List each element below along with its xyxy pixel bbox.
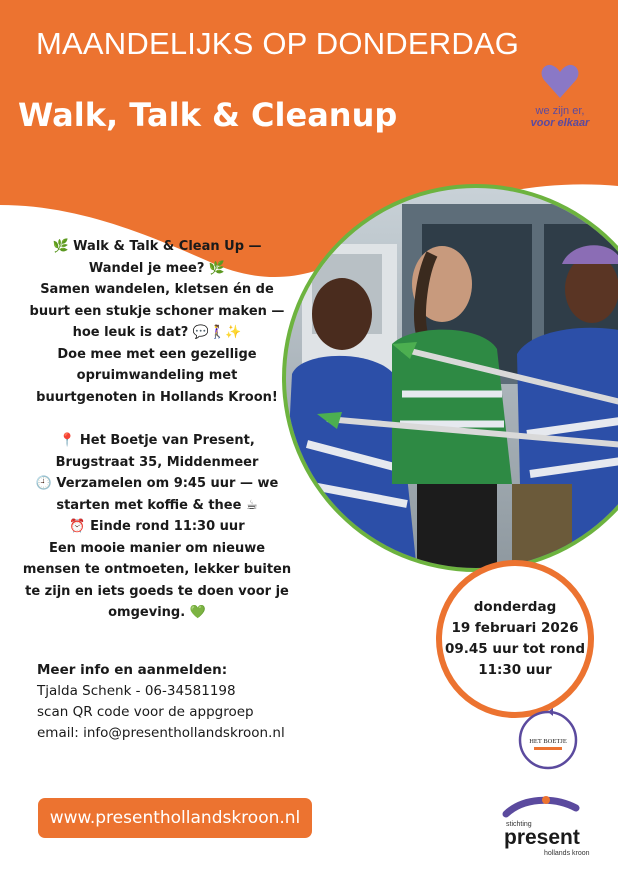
header-title: MAANDELIJKS OP DONDERDAG [36, 26, 520, 61]
description-line: hoe leuk is dat? 💬🚶‍♀️✨ [72, 325, 242, 340]
present-logo-small: stichting [506, 821, 532, 828]
contact-email: email: info@presenthollandskroon.nl [37, 725, 285, 741]
location-line: 📍 Het Boetje van Present, [59, 433, 255, 448]
description-line: mensen te ontmoeten, lekker buiten [22, 562, 292, 577]
contact-info [37, 660, 285, 744]
end-time-line: ⏰ Einde rond 11:30 uur [69, 519, 245, 534]
description-line: 🌿 Walk & Talk & Clean Up — [52, 239, 262, 254]
present-logo-sub: hollands kroon [544, 850, 590, 857]
boetje-logo [516, 708, 580, 772]
description-line: Samen wandelen, kletsen én de [40, 282, 274, 297]
description-line: opruimwandeling met [76, 368, 238, 383]
contact-phone: Tjalda Schenk - 06-34581198 [37, 683, 236, 699]
description-line: Wandel je mee? 🌿 [88, 260, 226, 276]
boetje-logo-text: HET BOETJE [529, 738, 567, 745]
contact-heading: Meer info en aanmelden: [37, 662, 228, 678]
brand-logo [512, 64, 608, 129]
present-logo-name: present [504, 826, 580, 849]
date-day: donderdag [473, 599, 557, 615]
coffee-line: starten met koffie & thee ☕ [56, 497, 258, 513]
date-badge [436, 560, 594, 718]
present-logo [498, 796, 598, 858]
event-description [16, 236, 298, 624]
date-time-end: 11:30 uur [478, 662, 552, 678]
date-time-start: 09.45 uur tot rond [444, 641, 586, 657]
address-line: Brugstraat 35, Middenmeer [55, 454, 259, 470]
start-time-line: 🕘 Verzamelen om 9:45 uur — we [35, 476, 279, 491]
description-line: Een mooie manier om nieuwe [48, 540, 266, 556]
description-line: te zijn en iets goeds te doen voor je [25, 583, 289, 599]
heart-icon [540, 64, 580, 100]
brand-tagline-1: we zijn er, [535, 105, 585, 117]
website-link[interactable]: www.presenthollandskroon.nl [38, 798, 312, 838]
description-line: omgeving. 💚 [108, 605, 206, 620]
description-line: buurt een stukje schoner maken — [29, 303, 285, 319]
brand-tagline-2: voor elkaar [530, 117, 590, 129]
description-line: Doe mee met een gezellige [57, 346, 257, 362]
date-date: 19 februari 2026 [451, 620, 579, 636]
volunteers-photo [282, 184, 618, 572]
event-title: Walk, Talk & Cleanup [18, 96, 398, 134]
contact-qr: scan QR code voor de appgroep [37, 704, 254, 720]
description-line: buurtgenoten in Hollands Kroon! [36, 389, 278, 405]
